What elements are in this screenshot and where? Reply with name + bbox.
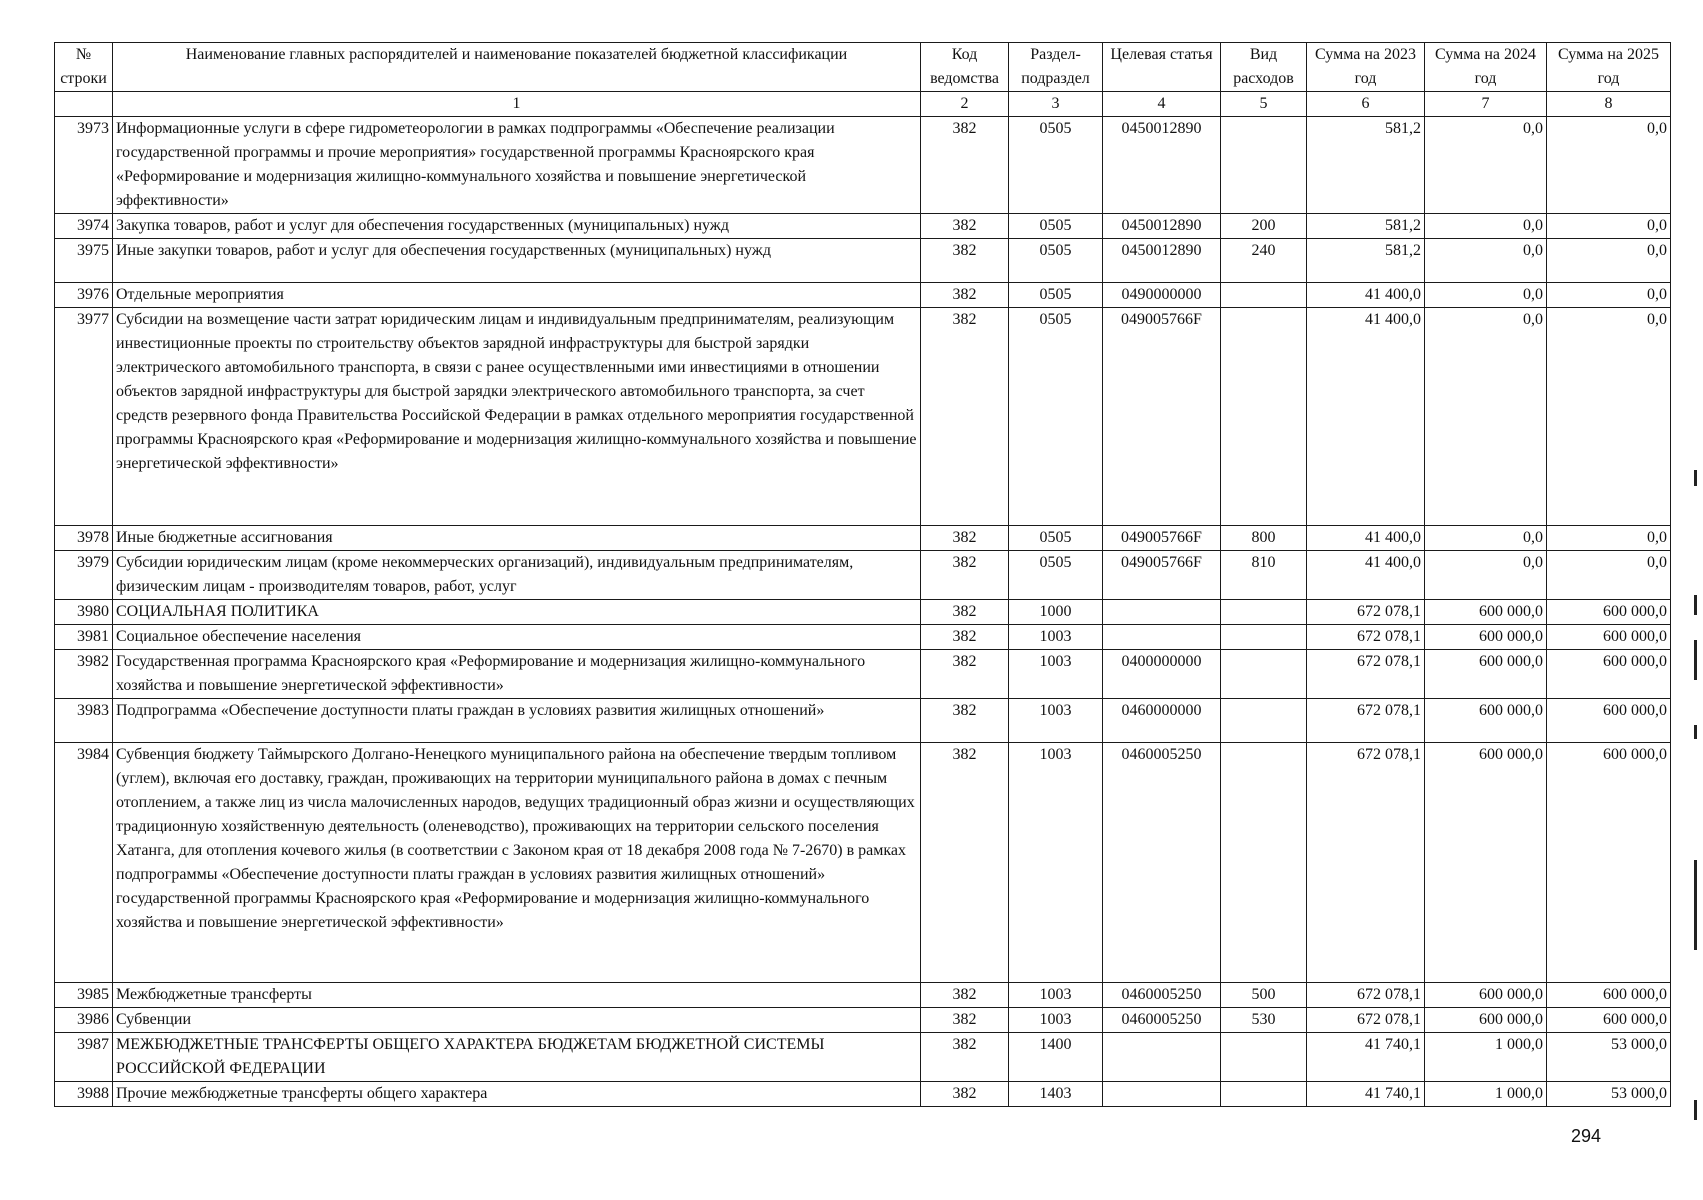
row-sum-2025: 0,0 <box>1547 239 1671 283</box>
row-sum-2025: 600 000,0 <box>1547 743 1671 983</box>
row-expense-type: 530 <box>1221 1008 1307 1033</box>
row-sum-2024: 600 000,0 <box>1425 1008 1547 1033</box>
row-sum-2025: 600 000,0 <box>1547 625 1671 650</box>
row-section: 1403 <box>1009 1082 1103 1107</box>
row-target: 0460000000 <box>1103 699 1221 743</box>
row-target: 0460005250 <box>1103 743 1221 983</box>
row-target: 049005766F <box>1103 551 1221 600</box>
table-row <box>55 625 1671 650</box>
row-sum-2024: 600 000,0 <box>1425 600 1547 625</box>
row-sum-2023: 581,2 <box>1307 117 1425 214</box>
row-sum-2023: 672 078,1 <box>1307 1008 1425 1033</box>
row-sum-2025: 0,0 <box>1547 117 1671 214</box>
row-number: 3978 <box>55 526 113 551</box>
row-sum-2023: 41 740,1 <box>1307 1082 1425 1107</box>
row-expense-type <box>1221 1082 1307 1107</box>
table-row <box>55 1033 1671 1082</box>
row-expense-type <box>1221 743 1307 983</box>
row-section: 0505 <box>1009 117 1103 214</box>
row-sum-2023: 672 078,1 <box>1307 650 1425 699</box>
row-name: Социальное обеспечение населения <box>113 625 921 650</box>
row-sum-2023: 41 740,1 <box>1307 1033 1425 1082</box>
row-target: 0450012890 <box>1103 239 1221 283</box>
row-sum-2024: 600 000,0 <box>1425 983 1547 1008</box>
row-name: Иные закупки товаров, работ и услуг для обеспечения государственных (муниципальных) нужд <box>113 239 921 283</box>
table-row <box>55 239 1671 283</box>
column-number: 5 <box>1221 92 1307 117</box>
header-sum-2024: Сумма на 2024 год <box>1425 43 1547 92</box>
row-sum-2025: 0,0 <box>1547 551 1671 600</box>
scan-edge-mark <box>1694 725 1697 739</box>
row-target: 049005766F <box>1103 308 1221 526</box>
column-number: 1 <box>113 92 921 117</box>
row-number: 3983 <box>55 699 113 743</box>
row-dept-code: 382 <box>921 699 1009 743</box>
row-sum-2024: 0,0 <box>1425 283 1547 308</box>
header-dept-code: Код ведомства <box>921 43 1009 92</box>
row-number: 3982 <box>55 650 113 699</box>
row-dept-code: 382 <box>921 650 1009 699</box>
row-dept-code: 382 <box>921 308 1009 526</box>
row-name: МЕЖБЮДЖЕТНЫЕ ТРАНСФЕРТЫ ОБЩЕГО ХАРАКТЕРА БЮДЖЕТАМ БЮДЖЕТНОЙ СИСТЕМЫ РОССИЙСКОЙ ФЕДЕРАЦИИ <box>113 1033 921 1082</box>
row-target: 0460005250 <box>1103 983 1221 1008</box>
row-sum-2023: 672 078,1 <box>1307 743 1425 983</box>
table-row <box>55 600 1671 625</box>
row-sum-2024: 0,0 <box>1425 308 1547 526</box>
row-target: 0400000000 <box>1103 650 1221 699</box>
row-expense-type: 240 <box>1221 239 1307 283</box>
row-name: Информационные услуги в сфере гидрометеорологии в рамках подпрограммы «Обеспечение реализации государственной программы и прочие мероприятия» государственной программы Красноярского края «Реформирование и модернизация жилищно-коммунального хозяйства и повышение энергетической эффективности» <box>113 117 921 214</box>
row-target <box>1103 625 1221 650</box>
table-body <box>55 117 1671 1107</box>
row-number: 3985 <box>55 983 113 1008</box>
row-number: 3975 <box>55 239 113 283</box>
row-number: 3979 <box>55 551 113 600</box>
row-number: 3987 <box>55 1033 113 1082</box>
row-sum-2025: 600 000,0 <box>1547 600 1671 625</box>
row-expense-type: 500 <box>1221 983 1307 1008</box>
row-sum-2024: 1 000,0 <box>1425 1082 1547 1107</box>
header-name: Наименование главных распорядителей и наименование показателей бюджетной классификации <box>113 43 921 92</box>
row-expense-type <box>1221 699 1307 743</box>
row-expense-type <box>1221 283 1307 308</box>
scan-edge-mark <box>1694 860 1697 950</box>
row-section: 1003 <box>1009 625 1103 650</box>
page-number: 294 <box>1571 1126 1602 1146</box>
row-target: 0450012890 <box>1103 214 1221 239</box>
scan-edge-mark <box>1694 470 1697 486</box>
row-section: 1003 <box>1009 743 1103 983</box>
row-expense-type <box>1221 117 1307 214</box>
row-dept-code: 382 <box>921 625 1009 650</box>
row-expense-type <box>1221 650 1307 699</box>
row-sum-2023: 41 400,0 <box>1307 526 1425 551</box>
row-sum-2025: 600 000,0 <box>1547 1008 1671 1033</box>
row-expense-type: 200 <box>1221 214 1307 239</box>
row-sum-2024: 600 000,0 <box>1425 743 1547 983</box>
scan-edge-mark <box>1694 595 1697 615</box>
row-sum-2025: 0,0 <box>1547 283 1671 308</box>
row-target <box>1103 1082 1221 1107</box>
row-name: Отдельные мероприятия <box>113 283 921 308</box>
row-expense-type: 800 <box>1221 526 1307 551</box>
row-sum-2025: 0,0 <box>1547 308 1671 526</box>
row-sum-2023: 672 078,1 <box>1307 600 1425 625</box>
row-expense-type <box>1221 308 1307 526</box>
table-row <box>55 983 1671 1008</box>
table-row <box>55 743 1671 983</box>
row-name: Подпрограмма «Обеспечение доступности платы граждан в условиях развития жилищных отношений» <box>113 699 921 743</box>
row-section: 0505 <box>1009 308 1103 526</box>
row-dept-code: 382 <box>921 1033 1009 1082</box>
row-name: Субвенция бюджету Таймырского Долгано-Ненецкого муниципального района на обеспечение твердым топливом (углем), включая его доставку, граждан, проживающих на территории муниципального района в домах с печным отоплением, а также лиц из числа малочисленных народов, ведущих традиционный образ жизни и осуществляющих традиционную хозяйственную деятельность (оленеводство), проживающих на территории сельского поселения Хатанга, для отопления кочевого жилья (в соответствии с Законом края от 18 декабря 2008 года № 7-2670) в рамках подпрограммы «Обеспечение доступности платы граждан в условиях развития жилищных отношений» государственной программы Красноярского края «Реформирование и модернизация жилищно-коммунального хозяйства и повышение энергетической эффективности» <box>113 743 921 983</box>
column-number: 7 <box>1425 92 1547 117</box>
row-section: 1003 <box>1009 1008 1103 1033</box>
header-row-no: № строки <box>55 43 113 92</box>
row-dept-code: 382 <box>921 214 1009 239</box>
row-sum-2024: 0,0 <box>1425 117 1547 214</box>
row-section: 1003 <box>1009 983 1103 1008</box>
row-expense-type <box>1221 1033 1307 1082</box>
row-section: 1003 <box>1009 699 1103 743</box>
row-name: Межбюджетные трансферты <box>113 983 921 1008</box>
row-section: 0505 <box>1009 283 1103 308</box>
row-sum-2024: 600 000,0 <box>1425 625 1547 650</box>
table-row <box>55 526 1671 551</box>
row-section: 0505 <box>1009 239 1103 283</box>
row-sum-2023: 672 078,1 <box>1307 625 1425 650</box>
row-name: Субсидии юридическим лицам (кроме некоммерческих организаций), индивидуальным предпринимателям, физическим лицам - производителям товаров, работ, услуг <box>113 551 921 600</box>
row-name: Прочие межбюджетные трансферты общего характера <box>113 1082 921 1107</box>
header-target: Целевая статья <box>1103 43 1221 92</box>
row-sum-2025: 0,0 <box>1547 526 1671 551</box>
row-sum-2024: 0,0 <box>1425 239 1547 283</box>
row-dept-code: 382 <box>921 117 1009 214</box>
column-number-row <box>55 92 1671 117</box>
row-sum-2023: 672 078,1 <box>1307 699 1425 743</box>
column-number: 3 <box>1009 92 1103 117</box>
table-row <box>55 214 1671 239</box>
table-row <box>55 650 1671 699</box>
row-dept-code: 382 <box>921 551 1009 600</box>
column-number: 6 <box>1307 92 1425 117</box>
row-sum-2024: 0,0 <box>1425 526 1547 551</box>
row-number: 3974 <box>55 214 113 239</box>
row-sum-2024: 600 000,0 <box>1425 650 1547 699</box>
row-sum-2023: 41 400,0 <box>1307 283 1425 308</box>
row-dept-code: 382 <box>921 239 1009 283</box>
row-dept-code: 382 <box>921 743 1009 983</box>
column-number: 4 <box>1103 92 1221 117</box>
table-row <box>55 283 1671 308</box>
row-number: 3984 <box>55 743 113 983</box>
header-sum-2025: Сумма на 2025 год <box>1547 43 1671 92</box>
row-expense-type: 810 <box>1221 551 1307 600</box>
row-sum-2023: 672 078,1 <box>1307 983 1425 1008</box>
row-target <box>1103 600 1221 625</box>
row-sum-2025: 53 000,0 <box>1547 1033 1671 1082</box>
row-dept-code: 382 <box>921 1082 1009 1107</box>
row-section: 0505 <box>1009 214 1103 239</box>
row-sum-2024: 0,0 <box>1425 214 1547 239</box>
row-target: 0490000000 <box>1103 283 1221 308</box>
column-number: 8 <box>1547 92 1671 117</box>
row-section: 1000 <box>1009 600 1103 625</box>
row-name: Субвенции <box>113 1008 921 1033</box>
header-section: Раздел-подраздел <box>1009 43 1103 92</box>
row-sum-2025: 0,0 <box>1547 214 1671 239</box>
row-target: 0450012890 <box>1103 117 1221 214</box>
row-number: 3986 <box>55 1008 113 1033</box>
row-name: Закупка товаров, работ и услуг для обеспечения государственных (муниципальных) нужд <box>113 214 921 239</box>
row-dept-code: 382 <box>921 983 1009 1008</box>
row-number: 3981 <box>55 625 113 650</box>
header-row <box>55 43 1671 92</box>
table-row <box>55 117 1671 214</box>
table-row <box>55 1008 1671 1033</box>
row-section: 1400 <box>1009 1033 1103 1082</box>
row-sum-2024: 600 000,0 <box>1425 699 1547 743</box>
row-sum-2025: 53 000,0 <box>1547 1082 1671 1107</box>
column-number: 2 <box>921 92 1009 117</box>
budget-table <box>54 42 1671 1107</box>
row-dept-code: 382 <box>921 600 1009 625</box>
header-expense-type: Вид расходов <box>1221 43 1307 92</box>
row-sum-2025: 600 000,0 <box>1547 699 1671 743</box>
row-dept-code: 382 <box>921 283 1009 308</box>
row-section: 0505 <box>1009 526 1103 551</box>
table-row <box>55 308 1671 526</box>
column-number <box>55 92 113 117</box>
row-sum-2023: 41 400,0 <box>1307 551 1425 600</box>
row-name: СОЦИАЛЬНАЯ ПОЛИТИКА <box>113 600 921 625</box>
row-number: 3977 <box>55 308 113 526</box>
row-sum-2023: 581,2 <box>1307 239 1425 283</box>
row-sum-2025: 600 000,0 <box>1547 650 1671 699</box>
table-row <box>55 551 1671 600</box>
row-sum-2025: 600 000,0 <box>1547 983 1671 1008</box>
scan-edge-mark <box>1694 640 1697 680</box>
row-section: 0505 <box>1009 551 1103 600</box>
row-dept-code: 382 <box>921 1008 1009 1033</box>
row-target <box>1103 1033 1221 1082</box>
row-section: 1003 <box>1009 650 1103 699</box>
row-target: 0460005250 <box>1103 1008 1221 1033</box>
row-name: Иные бюджетные ассигнования <box>113 526 921 551</box>
row-number: 3973 <box>55 117 113 214</box>
row-number: 3988 <box>55 1082 113 1107</box>
scan-edge-mark <box>1694 1100 1697 1120</box>
table-row <box>55 699 1671 743</box>
row-expense-type <box>1221 600 1307 625</box>
row-sum-2023: 41 400,0 <box>1307 308 1425 526</box>
row-name: Субсидии на возмещение части затрат юридическим лицам и индивидуальным предпринимателям, реализующим инвестиционные проекты по строительству объектов зарядной инфраструктуры для быстрой зарядки электрического автомобильного транспорта, в связи с ранее осуществленными ими инвестициями в отношении объектов зарядной инфраструктуры для быстрой зарядки электрического автомобильного транспорта, за счет средств резервного фонда Правительства Российской Федерации в рамках отдельного мероприятия государственной программы Красноярского края «Реформирование и модернизация жилищно-коммунального хозяйства и повышение энергетической эффективности» <box>113 308 921 526</box>
row-sum-2024: 0,0 <box>1425 551 1547 600</box>
row-expense-type <box>1221 625 1307 650</box>
row-number: 3980 <box>55 600 113 625</box>
row-sum-2023: 581,2 <box>1307 214 1425 239</box>
row-sum-2024: 1 000,0 <box>1425 1033 1547 1082</box>
row-dept-code: 382 <box>921 526 1009 551</box>
row-target: 049005766F <box>1103 526 1221 551</box>
row-name: Государственная программа Красноярского края «Реформирование и модернизация жилищно-коммунального хозяйства и повышение энергетической эффективности» <box>113 650 921 699</box>
header-sum-2023: Сумма на 2023 год <box>1307 43 1425 92</box>
table-row <box>55 1082 1671 1107</box>
row-number: 3976 <box>55 283 113 308</box>
